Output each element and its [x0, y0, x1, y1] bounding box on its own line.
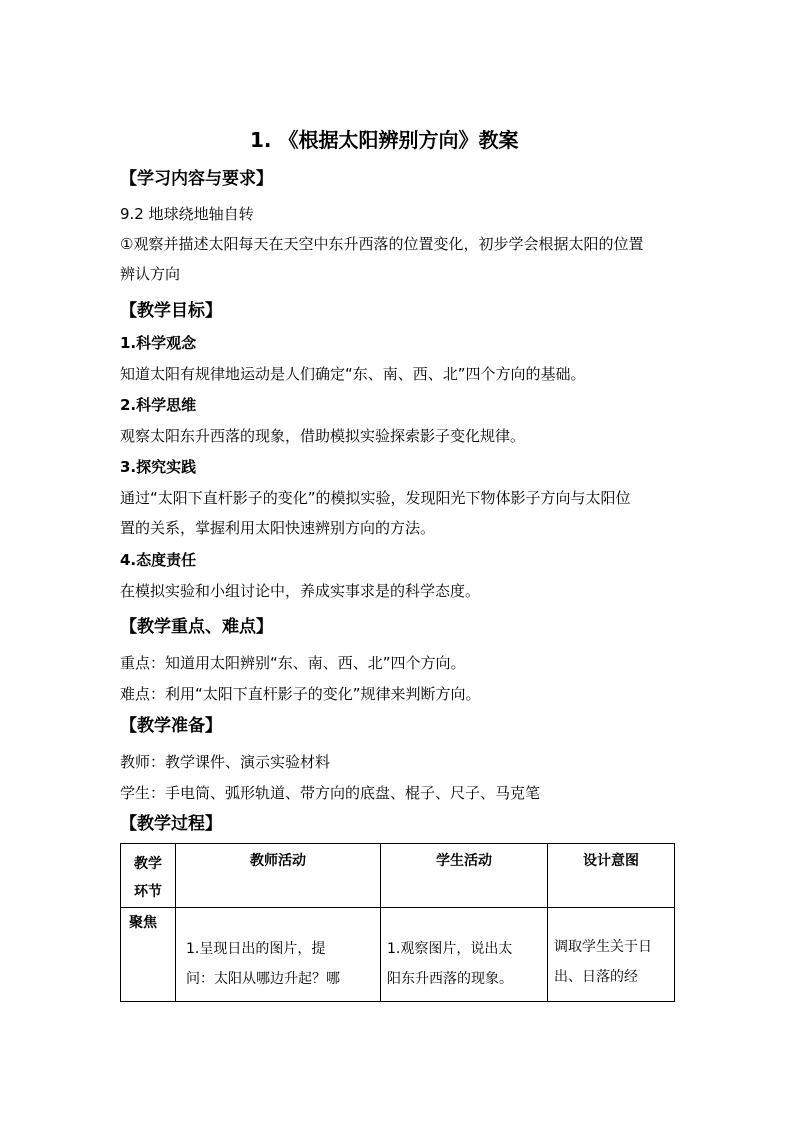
process-table [120, 843, 675, 1002]
design-intent-line: 调取学生关于日 [554, 939, 652, 955]
content-line: 9.2 地球绕地轴自转 [120, 205, 254, 223]
goal-text: 在模拟实验和小组讨论中，养成实事求是的科学态度。 [120, 582, 481, 600]
table-row [121, 908, 675, 1002]
section-heading-goals: 【教学目标】 [120, 301, 222, 321]
design-intent-line: 出、日落的经 [554, 969, 638, 985]
header-stage-line: 教学 [134, 856, 162, 872]
document-title: 1. 《根据太阳辨别方向》教案 [250, 128, 519, 152]
goal-text: 观察太阳东升西落的现象，借助模拟实验探索影子变化规律。 [120, 427, 526, 445]
section-heading-key-points: 【教学重点、难点】 [120, 617, 273, 637]
student-activity-line: 1.观察图片，说出太 [387, 941, 513, 957]
stage-label: 聚焦 [129, 915, 157, 931]
teacher-activity-line: 1.呈现日出的图片，提 [186, 941, 326, 957]
table-header-row [121, 844, 675, 908]
goal-text: 通过“太阳下直杆影子的变化”的模拟实验，发现阳光下物体影子方向与太阳位 [120, 489, 631, 507]
header-student-activity: 学生活动 [381, 844, 548, 908]
goal-title: 2.科学思维 [120, 396, 197, 414]
cell-stage [121, 908, 176, 1002]
header-design-intent: 设计意图 [548, 844, 675, 908]
goal-title: 1.科学观念 [120, 334, 197, 352]
goal-text: 知道太阳有规律地运动是人们确定“东、南、西、北”四个方向的基础。 [120, 365, 586, 383]
section-heading-content-requirements: 【学习内容与要求】 [120, 169, 273, 189]
prep-student: 学生：手电筒、弧形轨道、带方向的底盘、棍子、尺子、马克笔 [120, 784, 541, 802]
cell-teacher-activity [176, 908, 381, 1002]
cell-design-intent [548, 908, 675, 1002]
goal-title: 3.探究实践 [120, 458, 197, 476]
header-teacher-activity: 教师活动 [176, 844, 381, 908]
student-activity-line: 阳东升西落的现象。 [387, 971, 513, 987]
header-stage-line: 环节 [134, 884, 162, 900]
goal-text: 置的关系，掌握利用太阳快速辨别方向的方法。 [120, 519, 436, 537]
section-heading-preparation: 【教学准备】 [120, 716, 222, 736]
goal-title: 4.态度责任 [120, 551, 197, 569]
header-stage [121, 844, 176, 908]
content-line: ①观察并描述太阳每天在天空中东升西落的位置变化，初步学会根据太阳的位置 [120, 235, 644, 253]
key-point-text: 重点：知道用太阳辨别“东、南、西、北”四个方向。 [120, 654, 466, 672]
prep-teacher: 教师：教学课件、演示实验材料 [120, 753, 331, 771]
difficult-point-text: 难点：利用“太阳下直杆影子的变化”规律来判断方向。 [120, 685, 481, 703]
section-heading-process: 【教学过程】 [120, 814, 222, 834]
content-line: 辨认方向 [120, 265, 181, 283]
cell-student-activity [381, 908, 548, 1002]
teacher-activity-line: 问：太阳从哪边升起？哪 [186, 971, 340, 987]
